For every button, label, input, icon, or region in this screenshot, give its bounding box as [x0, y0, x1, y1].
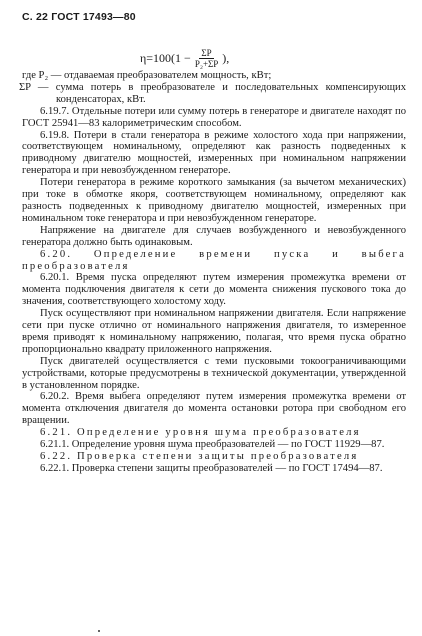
clause-6-20-1: 6.20.1. Время пуска определяют путем измерения промежутка времени от момента подключения двигателя к сети до момента снижения пускового тока до значения, соответствующего холостому ходу.: [22, 272, 406, 308]
definition-sum-p: ΣP — сумма потерь в преобразователе и последовательных компенсирующих конденсаторах, кВт.: [19, 81, 406, 105]
formula-fraction: [193, 48, 220, 69]
clause-6-19-8: 6.19.8. Потери в стали генератора в режиме холостого хода при напряжении, соответствующем номинальному, определяют как разность подведенных к приводному двигателю мощностей, измеренных при номинальном напряжении генератора и при невозбужденном генераторе.: [22, 129, 406, 177]
formula-numerator: ΣP: [201, 48, 212, 58]
body-text: [19, 70, 406, 475]
paragraph-start-voltage: Пуск осуществляют при номинальном напряжении двигателя. Если напряжение сети при пуске отлично от номинального напряжения двигателя, то измеренное время приводят к номинальному напряжению, полагая, что время пуска обратно пропорционально квадрату приложенного напряжения.: [22, 308, 406, 355]
section-6-22-heading: 6.22. Проверка степени защиты преобразователя: [40, 451, 359, 462]
page-header: С. 22 ГОСТ 17493—80: [22, 11, 136, 23]
page-mark: [98, 630, 100, 632]
clause-6-21-1: 6.21.1. Определение уровня шума преобразователей — по ГОСТ 11929—87.: [40, 439, 385, 451]
formula-close: ),: [222, 51, 230, 65]
paragraph-voltage: Напряжение на двигателе для случаев возбужденного и невозбужденного генератора должно быть одинаковым.: [22, 224, 406, 248]
section-6-21-heading: 6.21. Определение уровня шума преобразователя: [40, 427, 361, 439]
clause-6-19-7: 6.19.7. Отдельные потери или сумму потерь в генераторе и двигателе находят по ГОСТ 25941—83 калориметрическим способом.: [22, 105, 406, 129]
formula-lhs: η=100: [140, 51, 172, 65]
clause-6-20-2: 6.20.2. Время выбега определяют путем измерения промежутка времени от момента отключения двигателя до момента остановки ротора при свободном его вращении.: [22, 391, 406, 427]
paragraph-start-devices: Пуск двигателей осуществляется с теми пусковыми токоограничивающими устройствами, которые предусмотрены в технической документации, утвержденной в установленном порядке.: [22, 355, 406, 391]
formula-denominator: P₂+ΣP: [194, 59, 219, 69]
efficiency-formula: [140, 48, 229, 69]
clause-6-22-1: 6.22.1. Проверка степени защиты преобразователей — по ГОСТ 17494—87.: [40, 462, 383, 474]
paragraph-short-circuit: Потери генератора в режиме короткого замыкания (за вычетом механических) при токе в обмотке якоря, соответствующем номинальному, определяют как разность подведенных к приводному двигателю мощностей, измеренных при номинальном токе генератора и при невозбужденном генераторе.: [22, 177, 406, 224]
formula-open: (1 −: [171, 51, 191, 65]
section-6-20-heading: 6.20. Определение времени пуска и выбега преобразователя: [22, 248, 406, 272]
definition-p2: где P₂ — отдаваемая преобразователем мощность, кВт;: [22, 70, 272, 81]
